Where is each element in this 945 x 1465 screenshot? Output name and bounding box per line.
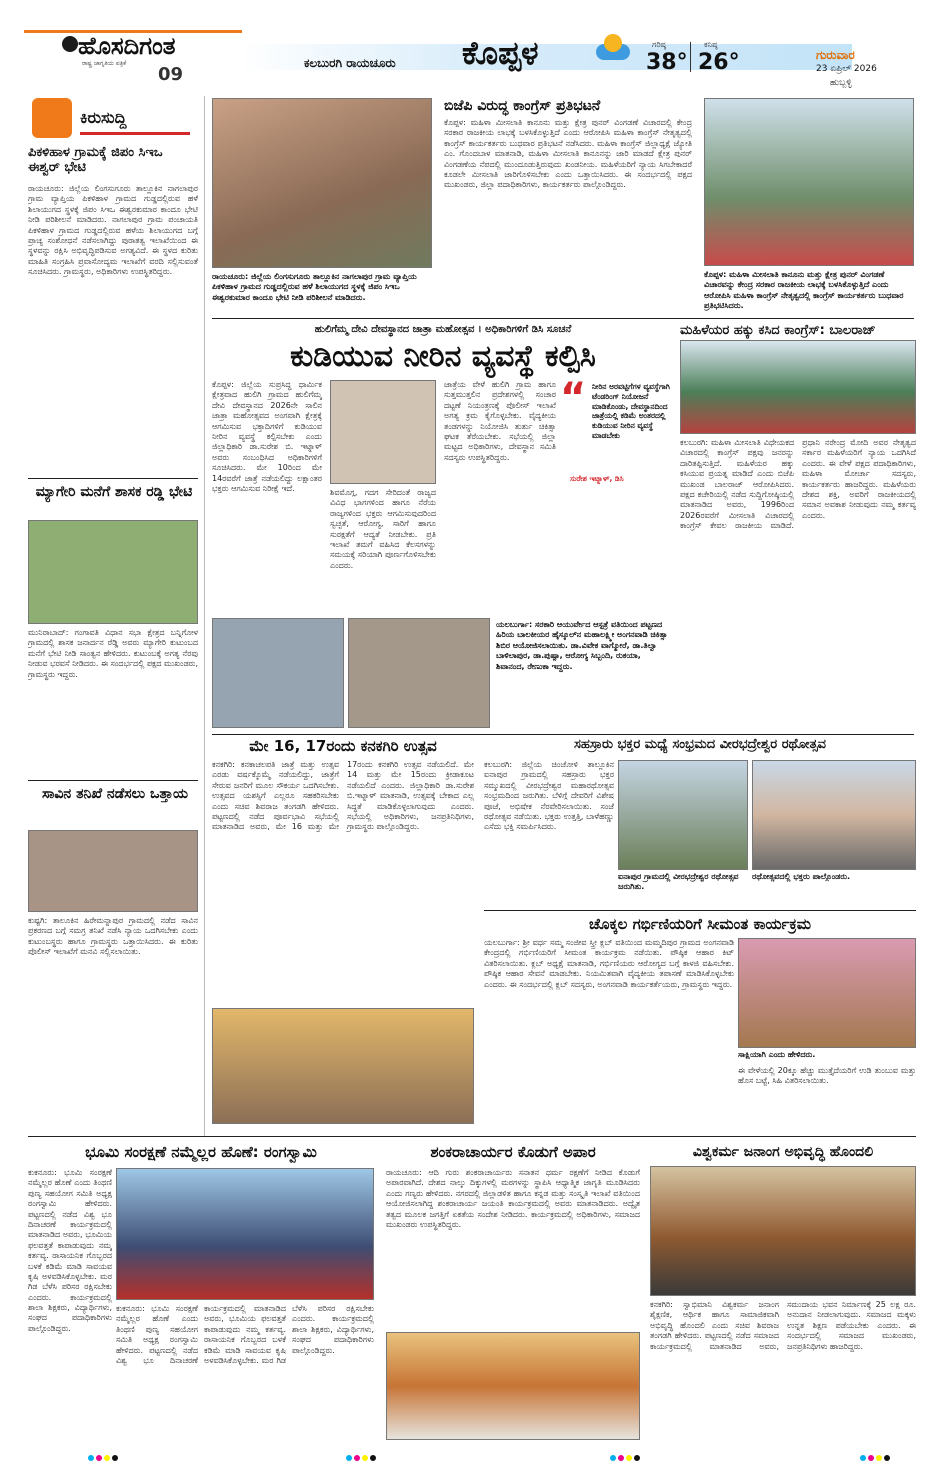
edition-name: ಕೊಪ್ಪಳ (462, 34, 539, 72)
story1-body: ರಾಯಚೂರು: ಜಿಲ್ಲೆಯ ಲಿಂಗಸುಗೂರು ತಾಲ್ಲೂಕಿನ ನಾಗಲಾಪುರ ಗ್ರಾಮ ವ್ಯಾಪ್ತಿಯ ಪಿಕಳಿಹಾಳ ಗ್ರಾಮದ ಗುಡ್ಡದಲ್ಲಿರುವ ಹಳೆ ಶಿಲಾಯುಗದ ಸ್ಥಳಕ್ಕೆ ಜಿಪಂ ಸಿಇಒ ಈಶ್ವರಕುಮಾರ ಕಾಂದೂ ಭೇಟಿ ನೀಡಿ ಪರಿಶೀಲನೆ ಮಾಡಿದರು. ನಾಗಲಾಪುರ ಗ್ರಾಮ ಪಂಚಾಯತಿ ಪಿಕಳಿಹಾಳ ಗ್ರಾಮದ ಗುಡ್ಡದಲ್ಲಿರುವ ಹಳೆಯ ಶಿಲಾಯುಗದ ಬಗ್ಗೆ ಪ್ರಾಚ್ಯ ಸಂಶೋಧನೆ ನಡೆಸಲಾಗಿದ್ದು ಪುರಾತತ್ವ ಇಲಾಖೆಯಿಂದ ಈ ಸ್ಥಳವನ್ನು ರಕ್ಷಿಸಿ ಅಭಿವೃದ್ಧಿಪಡಿಸುವ ಅಗತ್ಯವಿದೆ. ಈ ಸ್ಥಳದ ಕುರಿತು ಮಾಹಿತಿ ಸಂಗ್ರಹಿಸಿ ಪ್ರವಾಸೋದ್ಯಮ ಇಲಾಖೆಗೆ ವರದಿ ಸಲ್ಲಿಸುವಂತೆ ಸೂಚಿಸಿದರು. ಗ್ರಾಮಸ್ಥರು, ಅಧಿಕಾರಿಗಳು ಉಪಸ್ಥಿತರಿದ್ದರು. (28, 184, 198, 277)
water-quote-author: ಸುರೇಶ ಇಟ್ನಾಳ್, ಡಿಸಿ (570, 474, 624, 483)
story2-photo (28, 520, 198, 624)
section-rule (212, 318, 914, 319)
column-rule (204, 96, 205, 1136)
seemantha-photo (738, 938, 916, 1048)
section-rule (28, 1136, 916, 1137)
bjp-protest-caption: ಕೊಪ್ಪಳ: ಮಹಿಳಾ ಮೀಸಲಾತಿ ಕಾನೂನು ಮತ್ತು ಕ್ಷೇತ್ರ ಪುನರ್ ವಿಂಗಡಣೆ ವಿಚಾರವನ್ನು ಕೇಂದ್ರ ಸರಕಾರ ರಾಜಕೀಯ ಲಾಭಕ್ಕೆ ಬಳಸಿಕೊಳ್ಳುತ್ತಿದೆ ಎಂದು ಆರೋಪಿಸಿ ಮಹಿಳಾ ಕಾಂಗ್ರೆಸ್ ನೇತೃತ್ವದಲ್ಲಿ ಕಾಂಗ್ರೆಸ್ ಕಾರ್ಯಕರ್ತರು ಬುಧವಾರ ಪ್ರತಿಭಟಿಸಿದರು. (704, 270, 904, 311)
shankaracharya-title: ಶಂಕರಾಚಾರ್ಯರ ಕೊಡುಗೆ ಅಪಾರ (430, 1143, 596, 1161)
weather-sun-icon (604, 34, 622, 52)
kirusuddi-header (32, 98, 192, 142)
bhumi-photo (116, 1168, 374, 1300)
brand-name: ಹೊಸದಿಗಂತ (78, 32, 176, 60)
weekday: ಗುರುವಾರ (816, 48, 855, 62)
shankaracharya-photo (386, 1332, 640, 1440)
vishwakarma-photo (650, 1166, 916, 1296)
temp-divider (690, 42, 691, 72)
kanakagiri-photo (212, 1008, 474, 1124)
masthead (0, 0, 945, 92)
ayurveda-photo-1 (212, 618, 344, 728)
seemantha-body-2: ಈ ವೇಳೆಯಲ್ಲಿ 20ಕ್ಕೂ ಹೆಚ್ಚು ಮುತ್ತೈದೆಯರಿಗೆ ಉಡಿ ತುಂಬುವ ಮತ್ತು ಹೊಸ ಬಟ್ಟೆ, ಸಿಹಿ ವಿತರಿಸಲಾಯಿತು. (738, 1066, 916, 1086)
bhumi-body-2: ಕುಕನೂರು: ಭೂಮಿ ಸಂರಕ್ಷಣೆ ನಮ್ಮೆಲ್ಲರ ಹೊಣೆ ಎಂದು ತಿಂಥಣಿ ಪುಣ್ಯ ಸಹಯೋಗ ಸಮಿತಿ ಅಧ್ಯಕ್ಷ ರಂಗಸ್ವಾಮಿ ಹೇಳಿದರು. ಪಟ್ಟಣದಲ್ಲಿ ನಡೆದ ವಿಶ್ವ ಭೂ ದಿನಾಚರಣೆ ಕಾರ್ಯಕ್ರಮದಲ್ಲಿ ಮಾತನಾಡಿದ ಅವರು, ಭೂಮಿಯ ಫಲವತ್ತತೆ ಕಾಪಾಡುವುದು ನಮ್ಮ ಕರ್ತವ್ಯ. ರಾಸಾಯನಿಕ ಗೊಬ್ಬರದ ಬಳಕೆ ಕಡಿಮೆ ಮಾಡಿ ಸಾವಯವ ಕೃಷಿ ಅಳವಡಿಸಿಕೊಳ್ಳಬೇಕು. ಮರ ಗಿಡ ಬೆಳೆಸಿ ಪರಿಸರ ರಕ್ಷಿಸಬೇಕು ಎಂದರು. ಕಾರ್ಯಕ್ರಮದಲ್ಲಿ ಶಾಲಾ ಶಿಕ್ಷಕರು, ವಿದ್ಯಾರ್ಥಿಗಳು, ಸಂಘದ ಪದಾಧಿಕಾರಿಗಳು ಪಾಲ್ಗೊಂಡಿದ್ದರು. (116, 1304, 374, 1365)
kanakagiri-body: ಕನಕಗಿರಿ: ಕನಕಾಚಲಪತಿ ಜಾತ್ರೆ ಮತ್ತು ಉತ್ಸವ ಎರಡು ವರ್ಷಕ್ಕೊಮ್ಮೆ ನಡೆಯಲಿದ್ದು, ಜಾತ್ರೆಗೆ ಸೇರುವ ಜನರಿಗೆ ಮೂಲ ಸೌಕರ್ಯ ಒದಗಿಸಬೇಕು. ಉತ್ಸವದ ಯಶಸ್ಸಿಗೆ ಎಲ್ಲರೂ ಸಹಕರಿಸಬೇಕು ಎಂದು ಸಚಿವ ಶಿವರಾಜ ತಂಗಡಗಿ ಹೇಳಿದರು. ಪಟ್ಟಣದಲ್ಲಿ ನಡೆದ ಪೂರ್ವಭಾವಿ ಸಭೆಯಲ್ಲಿ ಮಾತನಾಡಿದ ಅವರು, ಮೇ 16 ಮತ್ತು ಮೇ 17ರಂದು ಕನಕಗಿರಿ ಉತ್ಸವ ನಡೆಯಲಿದೆ. ಮೇ 14 ಮತ್ತು ಮೇ 15ರಂದು ಕ್ರೀಡಾಕೂಟ ನಡೆಯಲಿದೆ ಎಂದರು. ಜಿಲ್ಲಾಧಿಕಾರಿ ಡಾ.ಸುರೇಶ ಬಿ.ಇಟ್ನಾಳ್ ಮಾತನಾಡಿ, ಉತ್ಸವಕ್ಕೆ ಬೇಕಾದ ಎಲ್ಲ ಸಿದ್ಧತೆ ಮಾಡಿಕೊಳ್ಳಲಾಗುವುದು ಎಂದರು. ಸಭೆಯಲ್ಲಿ ಅಧಿಕಾರಿಗಳು, ಜನಪ್ರತಿನಿಧಿಗಳು, ಗ್ರಾಮಸ್ಥರು ಪಾಲ್ಗೊಂಡಿದ್ದರು. (212, 760, 474, 832)
rock-site-caption: ರಾಯಚೂರು: ಜಿಲ್ಲೆಯ ಲಿಂಗಸುಗೂರು ತಾಲ್ಲೂಕಿನ ನಾಗಲಾಪುರ ಗ್ರಾಮ ವ್ಯಾಪ್ತಿಯ ಪಿಕಳಿಹಾಳ ಗ್ರಾಮದ ಗುಡ್ಡದಲ್ಲಿರುವ ಹಳೆ ಶಿಲಾಯುಗದ ಸ್ಥಳಕ್ಕೆ ಜಿಪಂ ಸಿಇಒ ಈಶ್ವರಕುಮಾರ ಕಾಂದೂ ಭೇಟಿ ನೀಡಿ ಪರಿಶೀಲನೆ ಮಾಡಿದರು. (212, 272, 417, 302)
congress-walk-title: ಮಹಿಳೆಯರ ಹಕ್ಕು ಕಸಿದ ಕಾಂಗ್ರೆಸ್: ಬಾಲರಾಜ್ (680, 323, 876, 338)
seemantha-caption: ಸಾಕ್ಷಿಯಾಗಿ ಎಂದು ಹೇಳಿದರು. (738, 1050, 816, 1059)
bhumi-body: ಕುಕನೂರು: ಭೂಮಿ ಸಂರಕ್ಷಣೆ ನಮ್ಮೆಲ್ಲರ ಹೊಣೆ ಎಂದು ತಿಂಥಣಿ ಪುಣ್ಯ ಸಹಯೋಗ ಸಮಿತಿ ಅಧ್ಯಕ್ಷ ರಂಗಸ್ವಾಮಿ ಹೇಳಿದರು. ಪಟ್ಟಣದಲ್ಲಿ ನಡೆದ ವಿಶ್ವ ಭೂ ದಿನಾಚರಣೆ ಕಾರ್ಯಕ್ರಮದಲ್ಲಿ ಮಾತನಾಡಿದ ಅವರು, ಭೂಮಿಯ ಫಲವತ್ತತೆ ಕಾಪಾಡುವುದು ನಮ್ಮ ಕರ್ತವ್ಯ. ರಾಸಾಯನಿಕ ಗೊಬ್ಬರದ ಬಳಕೆ ಕಡಿಮೆ ಮಾಡಿ ಸಾವಯವ ಕೃಷಿ ಅಳವಡಿಸಿಕೊಳ್ಳಬೇಕು. ಮರ ಗಿಡ ಬೆಳೆಸಿ ಪರಿಸರ ರಕ್ಷಿಸಬೇಕು ಎಂದರು. ಕಾರ್ಯಕ್ರಮದಲ್ಲಿ ಶಾಲಾ ಶಿಕ್ಷಕರು, ವಿದ್ಯಾರ್ಥಿಗಳು, ಸಂಘದ ಪದಾಧಿಕಾರಿಗಳು ಪಾಲ್ಗೊಂಡಿದ್ದರು. (28, 1168, 112, 1333)
dc-portrait-photo (330, 380, 436, 484)
pointing-hand-icon (32, 98, 72, 138)
date: 23 ಏಪ್ರಿಲ್ 2026 (816, 64, 877, 74)
water-body-3: ಜಾತ್ರೆಯ ವೇಳೆ ಹುಲಿಗಿ ಗ್ರಾಮ ಹಾಗೂ ಸುತ್ತಮುತ್ತಲಿನ ಪ್ರದೇಶಗಳಲ್ಲಿ ಸಂಚಾರ ದಟ್ಟಣೆ ನಿಯಂತ್ರಣಕ್ಕೆ ಪೊಲೀಸ್ ಇಲಾಖೆ ಅಗತ್ಯ ಕ್ರಮ ಕೈಗೊಳ್ಳಬೇಕು. ವೈದ್ಯಕೀಯ ತಂಡಗಳನ್ನು ನಿಯೋಜಿಸಿ ತುರ್ತು ಚಿಕಿತ್ಸಾ ಘಟಕ ತೆರೆಯಬೇಕು. ಸಭೆಯಲ್ಲಿ ಜಿಲ್ಲಾ ಮಟ್ಟದ ಅಧಿಕಾರಿಗಳು, ದೇವಸ್ಥಾನ ಸಮಿತಿ ಸದಸ್ಯರು ಉಪಸ್ಥಿತರಿದ್ದರು. (444, 380, 556, 462)
story3-body: ಕುಷ್ಟಗಿ: ತಾಲೂಕಿನ ಹಿರೇಮನ್ನಾಪುರ ಗ್ರಾಮದಲ್ಲಿ ನಡೆದ ಸಾವಿನ ಪ್ರಕರಣದ ಬಗ್ಗೆ ಸಮಗ್ರ ತನಿಖೆ ನಡೆಸಿ ನ್ಯಾಯ ಒದಗಿಸಬೇಕು ಎಂದು ಕುಟುಂಬಸ್ಥರು ಹಾಗೂ ಗ್ರಾಮಸ್ಥರು ಒತ್ತಾಯಿಸಿದರು. ಈ ಕುರಿತು ಪೊಲೀಸ್ ಇಲಾಖೆಗೆ ಮನವಿ ಸಲ್ಲಿಸಲಾಯಿತು. (28, 916, 198, 957)
edition-cities: ಕಲಬುರಗಿ ರಾಯಚೂರು (304, 56, 396, 70)
page-number: 09 (158, 64, 184, 85)
kanakagiri-title: ಮೇ 16, 17ರಂದು ಕನಕಗಿರಿ ಉತ್ಸವ (249, 737, 437, 755)
quote-mark-icon: “ (560, 375, 587, 421)
water-kicker: ಹುಲಿಗೆಮ್ಮ ದೇವಿ ದೇವಸ್ಥಾನದ ಜಾತ್ರಾ ಮಹೋತ್ಸವ । ಅಧಿಕಾರಿಗಳಿಗೆ ಡಿಸಿ ಸೂಚನೆ (314, 324, 572, 335)
veerabhadra-caption-2: ರಥೋತ್ಸವದಲ್ಲಿ ಭಕ್ತರು ಪಾಲ್ಗೊಂಡರು. (752, 872, 851, 881)
bjp-protest-title: ಬಿಜೆಪಿ ವಿರುದ್ಧ ಕಾಂಗ್ರೆಸ್ ಪ್ರತಿಭಟನೆ (444, 98, 601, 114)
seemantha-body: ಯಲಬುರ್ಗಾ: ಶ್ರೀ ವರ್ಧ ಸಮ್ಮ ಸಂಜೀವ ಸ್ತ್ರೀ ಕ್ಲಬ್ ವತಿಯಿಂದ ಮಮ್ಮದಿಪುರ ಗ್ರಾಮದ ಅಂಗನವಾಡಿ ಕೇಂದ್ರದಲ್ಲಿ ಗರ್ಭಿಣಿಯರಿಗೆ ಸೀಮಂತ ಕಾರ್ಯಕ್ರಮ ನಡೆಯಿತು. ಪೌಷ್ಠಿಕ ಆಹಾರ ಕಿಟ್ ವಿತರಿಸಲಾಯಿತು. ಕ್ಲಬ್ ಅಧ್ಯಕ್ಷೆ ಮಾತನಾಡಿ, ಗರ್ಭಿಣಿಯರು ಆರೋಗ್ಯದ ಬಗ್ಗೆ ಕಾಳಜಿ ವಹಿಸಬೇಕು. ಪೌಷ್ಠಿಕ ಆಹಾರ ಸೇವನೆ ಮಾಡಬೇಕು. ನಿಯಮಿತವಾಗಿ ವೈದ್ಯಕೀಯ ತಪಾಸಣೆ ಮಾಡಿಸಿಕೊಳ್ಳಬೇಕು ಎಂದರು. ಈ ಸಂದರ್ಭದಲ್ಲಿ ಕ್ಲಬ್ ಸದಸ್ಯರು, ಅಂಗನವಾಡಿ ಕಾರ್ಯಕರ್ತೆಯರು, ಗ್ರಾಮಸ್ಥರು ಇದ್ದರು. (484, 938, 734, 989)
story3-photo (28, 830, 198, 912)
veerabhadra-photo-2 (752, 760, 916, 870)
registration-dots-far-right (860, 1446, 892, 1465)
min-temp: 26° (698, 50, 740, 75)
water-quote: ನೀರಿನ ಅರವಟ್ಟಿಗೆಗಳ ವ್ಯವಸ್ಥೆಗಾಗಿ ಟೆಂಡರಿಂಗ್ ನಿಯೋಜನೆ ಮಾಡಿಕೊಂಡು, ದೇವಸ್ಥಾನದಿಂದ ಜಾತ್ರೆಯಲ್ಲಿ ಕಡಿಮೆ ಅಂತರದಲ್ಲಿ ಕುಡಿಯುವ ನೀರಿನ ವ್ಯವಸ್ಥೆ ಮಾಡಬೇಕು (592, 382, 670, 440)
water-headline: ಕುಡಿಯುವ ನೀರಿನ ವ್ಯವಸ್ಥೆ ಕಲ್ಪಿಸಿ (290, 339, 596, 374)
veerabhadra-caption-1: ಐನಾಪುರ ಗ್ರಾಮದಲ್ಲಿ ವೀರಭದ್ರೇಶ್ವರ ರಥೋತ್ಸವ ಜರುಗಿತು. (618, 872, 739, 892)
registration-dots-left (88, 1446, 120, 1465)
water-body-1: ಕೊಪ್ಪಳ: ಜಿಲ್ಲೆಯ ಸುಪ್ರಸಿದ್ಧ ಧಾರ್ಮಿಕ ಕ್ಷೇತ್ರವಾದ ಹುಲಿಗಿ ಗ್ರಾಮದ ಹುಲಿಗೆಮ್ಮ ದೇವಿ ದೇವಸ್ಥಾನದ 2026ನೇ ಸಾಲಿನ ಜಾತ್ರಾ ಮಹೋತ್ಸವದ ಅಂಗವಾಗಿ ಕ್ಷೇತ್ರಕ್ಕೆ ಆಗಮಿಸುವ ಭಕ್ತಾದಿಗಳಿಗೆ ಕುಡಿಯುವ ನೀರಿನ ವ್ಯವಸ್ಥೆ ಕಲ್ಪಿಸಬೇಕು ಎಂದು ಜಿಲ್ಲಾಧಿಕಾರಿ ಡಾ.ಸುರೇಶ ಬಿ. ಇಟ್ನಾಳ್ ಅವರು ಸಂಬಂಧಿಸಿದ ಅಧಿಕಾರಿಗಳಿಗೆ ಸೂಚಿಸಿದರು. ಮೇ 10ರಿಂದ ಮೇ 14ರವರೆಗೆ ಜಾತ್ರೆ ನಡೆಯಲಿದ್ದು ಲಕ್ಷಾಂತರ ಭಕ್ತರು ಆಗಮಿಸುವ ನಿರೀಕ್ಷೆ ಇದೆ. (212, 380, 322, 493)
divider (28, 780, 198, 781)
registration-dots-right (610, 1446, 642, 1465)
brand-emblem-icon (62, 36, 78, 52)
rock-site-photo (212, 98, 432, 268)
shankaracharya-body: ರಾಯಚೂರು: ಆದಿ ಗುರು ಶಂಕರಾಚಾರ್ಯರು ಸನಾತನ ಧರ್ಮ ರಕ್ಷಣೆಗೆ ನೀಡಿದ ಕೊಡುಗೆ ಅಪಾರವಾಗಿದೆ. ದೇಶದ ನಾಲ್ಕು ದಿಕ್ಕುಗಳಲ್ಲಿ ಮಠಗಳನ್ನು ಸ್ಥಾಪಿಸಿ ಆಧ್ಯಾತ್ಮಿಕ ಜಾಗೃತಿ ಮೂಡಿಸಿದರು ಎಂದು ಗಣ್ಯರು ಹೇಳಿದರು. ನಗರದಲ್ಲಿ ಜಿಲ್ಲಾಡಳಿತ ಹಾಗೂ ಕನ್ನಡ ಮತ್ತು ಸಂಸ್ಕೃತಿ ಇಲಾಖೆ ವತಿಯಿಂದ ಆಯೋಜಿಸಲಾಗಿದ್ದ ಶಂಕರಾಚಾರ್ಯ ಜಯಂತಿ ಕಾರ್ಯಕ್ರಮದಲ್ಲಿ ಅವರು ಮಾತನಾಡಿದರು. ಅದ್ವೈತ ತತ್ವದ ಮೂಲಕ ಜಗತ್ತಿಗೆ ಏಕತೆಯ ಸಂದೇಶ ನೀಡಿದರು. ಕಾರ್ಯಕ್ರಮದಲ್ಲಿ ಅಧಿಕಾರಿಗಳು, ಸಮಾಜದ ಮುಖಂಡರು ಉಪಸ್ಥಿತರಿದ್ದರು. (386, 1168, 640, 1229)
bhumi-title: ಭೂಮಿ ಸಂರಕ್ಷಣೆ ನಮ್ಮೆಲ್ಲರ ಹೊಣೆ: ರಂಗಸ್ವಾಮಿ (85, 1143, 317, 1161)
edition-place: ಹುಬ್ಬಳ್ಳಿ (830, 78, 852, 88)
max-temp: 38° (646, 50, 688, 75)
water-body-2: ಶಿವಮೊಗ್ಗ, ಗದಗ ಸೇರಿದಂತೆ ರಾಜ್ಯದ ವಿವಿಧ ಭಾಗಗಳಿಂದ ಹಾಗೂ ನೆರೆಯ ರಾಜ್ಯಗಳಿಂದ ಭಕ್ತರು ಆಗಮಿಸುವುದರಿಂದ ಸ್ವಚ್ಛತೆ, ಆರೋಗ್ಯ, ಸಾರಿಗೆ ಹಾಗೂ ಸುರಕ್ಷತೆಗೆ ಆದ್ಯತೆ ನೀಡಬೇಕು. ಪ್ರತಿ ಇಲಾಖೆ ತಮಗೆ ವಹಿಸಿದ ಕೆಲಸಗಳನ್ನು ಸಮಯಕ್ಕೆ ಸರಿಯಾಗಿ ಪೂರ್ಣಗೊಳಿಸಬೇಕು ಎಂದರು. (330, 488, 436, 570)
max-temp-label: ಗರಿಷ್ಠ (652, 40, 666, 49)
congress-walk-body: ಕಲಬುರಗಿ: ಮಹಿಳಾ ಮೀಸಲಾತಿ ವಿಧೇಯಕದ ವಿಚಾರದಲ್ಲಿ ಕಾಂಗ್ರೆಸ್ ಪಕ್ಷವು ಜನರನ್ನು ದಾರಿತಪ್ಪಿಸುತ್ತಿದೆ. ಮಹಿಳೆಯರ ಹಕ್ಕು ಕಸಿಯುವ ಪ್ರಯತ್ನ ಮಾಡಿದೆ ಎಂದು ಬಿಜೆಪಿ ಮುಖಂಡ ಬಾಲರಾಜ್ ಆರೋಪಿಸಿದರು. ಪಕ್ಷದ ಕಚೇರಿಯಲ್ಲಿ ನಡೆದ ಸುದ್ದಿಗೋಷ್ಠಿಯಲ್ಲಿ ಮಾತನಾಡಿದ ಅವರು, 1996ರಿಂದ 2026ರವರೆಗೆ ಮೀಸಲಾತಿ ವಿಚಾರದಲ್ಲಿ ಕಾಂಗ್ರೆಸ್ ಕೇವಲ ರಾಜಕೀಯ ಮಾಡಿದೆ. ಪ್ರಧಾನಿ ನರೇಂದ್ರ ಮೋದಿ ಅವರ ನೇತೃತ್ವದ ಸರ್ಕಾರ ಮಹಿಳೆಯರಿಗೆ ನ್ಯಾಯ ಒದಗಿಸಿದೆ ಎಂದರು. ಈ ವೇಳೆ ಪಕ್ಷದ ಪದಾಧಿಕಾರಿಗಳು, ಮಹಿಳಾ ಮೋರ್ಚಾ ಸದಸ್ಯರು, ಕಾರ್ಯಕರ್ತರು ಹಾಜರಿದ್ದರು. ಮಹಿಳೆಯರು ದೇಶದ ಶಕ್ತಿ, ಅವರಿಗೆ ರಾಜಕೀಯದಲ್ಲಿ ಸಮಾನ ಅವಕಾಶ ನೀಡುವುದು ನಮ್ಮ ಕರ್ತವ್ಯ ಎಂದರು. (680, 438, 916, 531)
kirusuddi-label: ಕಿರುಸುದ್ದಿ (80, 108, 127, 127)
ayurveda-photo-2 (348, 618, 490, 728)
registration-dots-mid (346, 1446, 378, 1465)
veerabhadra-photo-1 (618, 760, 748, 870)
bjp-protest-body: ಕೊಪ್ಪಳ: ಮಹಿಳಾ ಮೀಸಲಾತಿ ಕಾನೂನು ಮತ್ತು ಕ್ಷೇತ್ರ ಪುನರ್ ವಿಂಗಡಣೆ ವಿಚಾರದಲ್ಲಿ ಕೇಂದ್ರ ಸರಕಾರ ರಾಜಕೀಯ ಲಾಭಕ್ಕೆ ಬಳಸಿಕೊಳ್ಳುತ್ತಿದೆ ಎಂದು ಆರೋಪಿಸಿ ಮಹಿಳಾ ಕಾಂಗ್ರೆಸ್ ನೇತೃತ್ವದಲ್ಲಿ ಕಾಂಗ್ರೆಸ್ ಕಾರ್ಯಕರ್ತರು ಬುಧವಾರ ಪ್ರತಿಭಟನೆ ನಡೆಸಿದರು. ಮಹಿಳಾ ಕಾಂಗ್ರೆಸ್ ಜಿಲ್ಲಾಧ್ಯಕ್ಷೆ ಜ್ಯೋತಿ ಎಂ. ಗೊಂದಬಾಳ ಮಾತನಾಡಿ, ಮಹಿಳಾ ಮೀಸಲಾತಿ ಕಾನೂನನ್ನು ಜಾರಿ ಮಾಡದೆ ಕ್ಷೇತ್ರ ಪುನರ್ ವಿಂಗಡಣೆಯ ನೆಪದಲ್ಲಿ ಮುಂದೂಡುತ್ತಿರುವುದು ಖಂಡನೀಯ. ಮಹಿಳೆಯರಿಗೆ ನ್ಯಾಯ ಸಿಗಬೇಕಾದರೆ ಕೂಡಲೇ ಮೀಸಲಾತಿ ಜಾರಿಗೊಳಿಸಬೇಕು ಎಂದು ಒತ್ತಾಯಿಸಿದರು. ಈ ಸಂದರ್ಭದಲ್ಲಿ ಪಕ್ಷದ ಮುಖಂಡರು, ಜಿಲ್ಲಾ ಪದಾಧಿಕಾರಿಗಳು, ಕಾರ್ಯಕರ್ತರು ಪಾಲ್ಗೊಂಡಿದ್ದರು. (444, 118, 692, 190)
bjp-protest-photo (704, 98, 914, 266)
section-rule (484, 910, 916, 911)
brand-tagline: ರಾಷ್ಟ್ರ ಜಾಗೃತಿಯ ಪತ್ರಿಕೆ (82, 60, 127, 67)
vishwakarma-body: ಕನಕಗಿರಿ: ಸ್ವಾಭಿಮಾನಿ ವಿಶ್ವಕರ್ಮ ಜನಾಂಗ ಶೈಕ್ಷಣಿಕ, ಆರ್ಥಿಕ ಹಾಗೂ ಸಾಮಾಜಿಕವಾಗಿ ಅಭಿವೃದ್ಧಿ ಹೊಂದಲಿ ಎಂದು ಸಚಿವ ಶಿವರಾಜ ತಂಗಡಗಿ ಹೇಳಿದರು. ಪಟ್ಟಣದಲ್ಲಿ ನಡೆದ ಸಮಾಜದ ಕಾರ್ಯಕ್ರಮದಲ್ಲಿ ಮಾತನಾಡಿದ ಅವರು, ಸಮುದಾಯ ಭವನ ನಿರ್ಮಾಣಕ್ಕೆ 25 ಲಕ್ಷ ರೂ. ಅನುದಾನ ನೀಡಲಾಗುವುದು. ಸಮಾಜದ ಮಕ್ಕಳು ಉನ್ನತ ಶಿಕ್ಷಣ ಪಡೆಯಬೇಕು ಎಂದರು. ಈ ಸಂದರ್ಭದಲ್ಲಿ ಸಮಾಜದ ಮುಖಂಡರು, ಜನಪ್ರತಿನಿಧಿಗಳು ಹಾಜರಿದ್ದರು. (650, 1300, 916, 1351)
veerabhadra-body: ಕಲಬುರಗಿ: ಜಿಲ್ಲೆಯ ಚಿಂಚೋಳಿ ತಾಲ್ಲೂಕಿನ ಐನಾಪುರ ಗ್ರಾಮದಲ್ಲಿ ಸಹಸ್ರಾರು ಭಕ್ತರ ಸಮ್ಮುಖದಲ್ಲಿ ವೀರಭದ್ರೇಶ್ವರ ಮಹಾರಥೋತ್ಸವ ಸಂಭ್ರಮದಿಂದ ಜರುಗಿತು. ಬೆಳಿಗ್ಗೆ ದೇವರಿಗೆ ವಿಶೇಷ ಪೂಜೆ, ಅಭಿಷೇಕ ನೆರವೇರಿಸಲಾಯಿತು. ಸಂಜೆ ರಥೋತ್ಸವ ನಡೆಯಿತು. ಭಕ್ತರು ಉತ್ತತ್ತಿ, ಬಾಳೆಹಣ್ಣು ಎಸೆದು ಭಕ್ತಿ ಸಮರ್ಪಿಸಿದರು. (484, 760, 614, 832)
min-temp-label: ಕನಿಷ್ಠ (704, 40, 718, 49)
story1-title: ಪಿಕಳಿಹಾಳ ಗ್ರಾಮಕ್ಕೆ ಜಿಪಂ ಸಿಇಒ ಈಶ್ವರ್ ಭೇಟಿ (28, 145, 163, 175)
story3-title: ಸಾವಿನ ತನಿಖೆ ನಡೆಸಲು ಒತ್ತಾಯ (42, 786, 188, 802)
veerabhadra-title: ಸಹಸ್ರಾರು ಭಕ್ತರ ಮಧ್ಯೆ ಸಂಭ್ರಮದ ವೀರಭದ್ರೇಶ್ವರ ರಥೋತ್ಸವ (573, 737, 827, 752)
divider (28, 478, 198, 479)
story2-body: ಮುನಿರಾಬಾದ್: ಗಂಗಾವತಿ ವಿಧಾನ ಸಭಾ ಕ್ಷೇತ್ರದ ಬನ್ನಿಗೋಳ ಗ್ರಾಮದಲ್ಲಿ ಶಾಸಕ ಜನಾರ್ದನ ರೆಡ್ಡಿ ಅವರು ಮ್ಯಾಗೇರಿ ಕುಟುಂಬದ ಮನೆಗೆ ಭೇಟಿ ನೀಡಿ ಸಾಂತ್ವನ ಹೇಳಿದರು. ಕುಟುಂಬಕ್ಕೆ ಅಗತ್ಯ ನೆರವು ನೀಡುವ ಭರವಸೆ ನೀಡಿದರು. ಈ ಸಂದರ್ಭದಲ್ಲಿ ಪಕ್ಷದ ಮುಖಂಡರು, ಗ್ರಾಮಸ್ಥರು ಇದ್ದರು. (28, 628, 198, 679)
ayurveda-caption: ಯಲಬುರ್ಗಾ: ಸರಕಾರಿ ಆಯುರ್ವೇದ ಆಸ್ಪತ್ರೆ ವತಿಯಿಂದ ಪಟ್ಟಣದ ಹಿರಿಯ ಬಾಲಕೀಯರ ಹೈಸ್ಕೂಲ್‌ನ ಮಹಾಲಕ್ಷ್ಮೀ ಅಂಗನವಾಡಿ ಚಿಕಿತ್ಸಾ ಶಿಬಿರ ಆಯೋಜಿಸಲಾಯಿತು. ಡಾ.ವಿವೇಕ ವಾಗ್ಮೋರೆ, ಡಾ.ತಿಲ್ವಾ ಬಾಳಿಲಾಪುರ, ಡಾ.ಪುಷ್ಪಾ, ಆರೋಗ್ಯ ಸಿಬ್ಬಂದಿ, ರುಕಯಾ, ಶಿವಾನಂದ, ರೇಣುಕಾ ಇದ್ದರು. (496, 620, 668, 671)
vishwakarma-title: ವಿಶ್ವಕರ್ಮ ಜನಾಂಗ ಅಭಿವೃದ್ಧಿ ಹೊಂದಲಿ (692, 1144, 874, 1160)
congress-walk-photo (680, 340, 916, 434)
seemantha-title: ಚೊಕ್ಕಲ ಗರ್ಭಿಣಿಯರಿಗೆ ಸೀಮಂತ ಕಾರ್ಯಕ್ರಮ (589, 915, 811, 933)
section-rule (212, 734, 914, 735)
kirusuddi-underline (80, 132, 190, 135)
story2-title: ಮ್ಯಾಗೇರಿ ಮನೆಗೆ ಶಾಸಕ ರಡ್ಡಿ ಭೇಟಿ (35, 484, 193, 500)
